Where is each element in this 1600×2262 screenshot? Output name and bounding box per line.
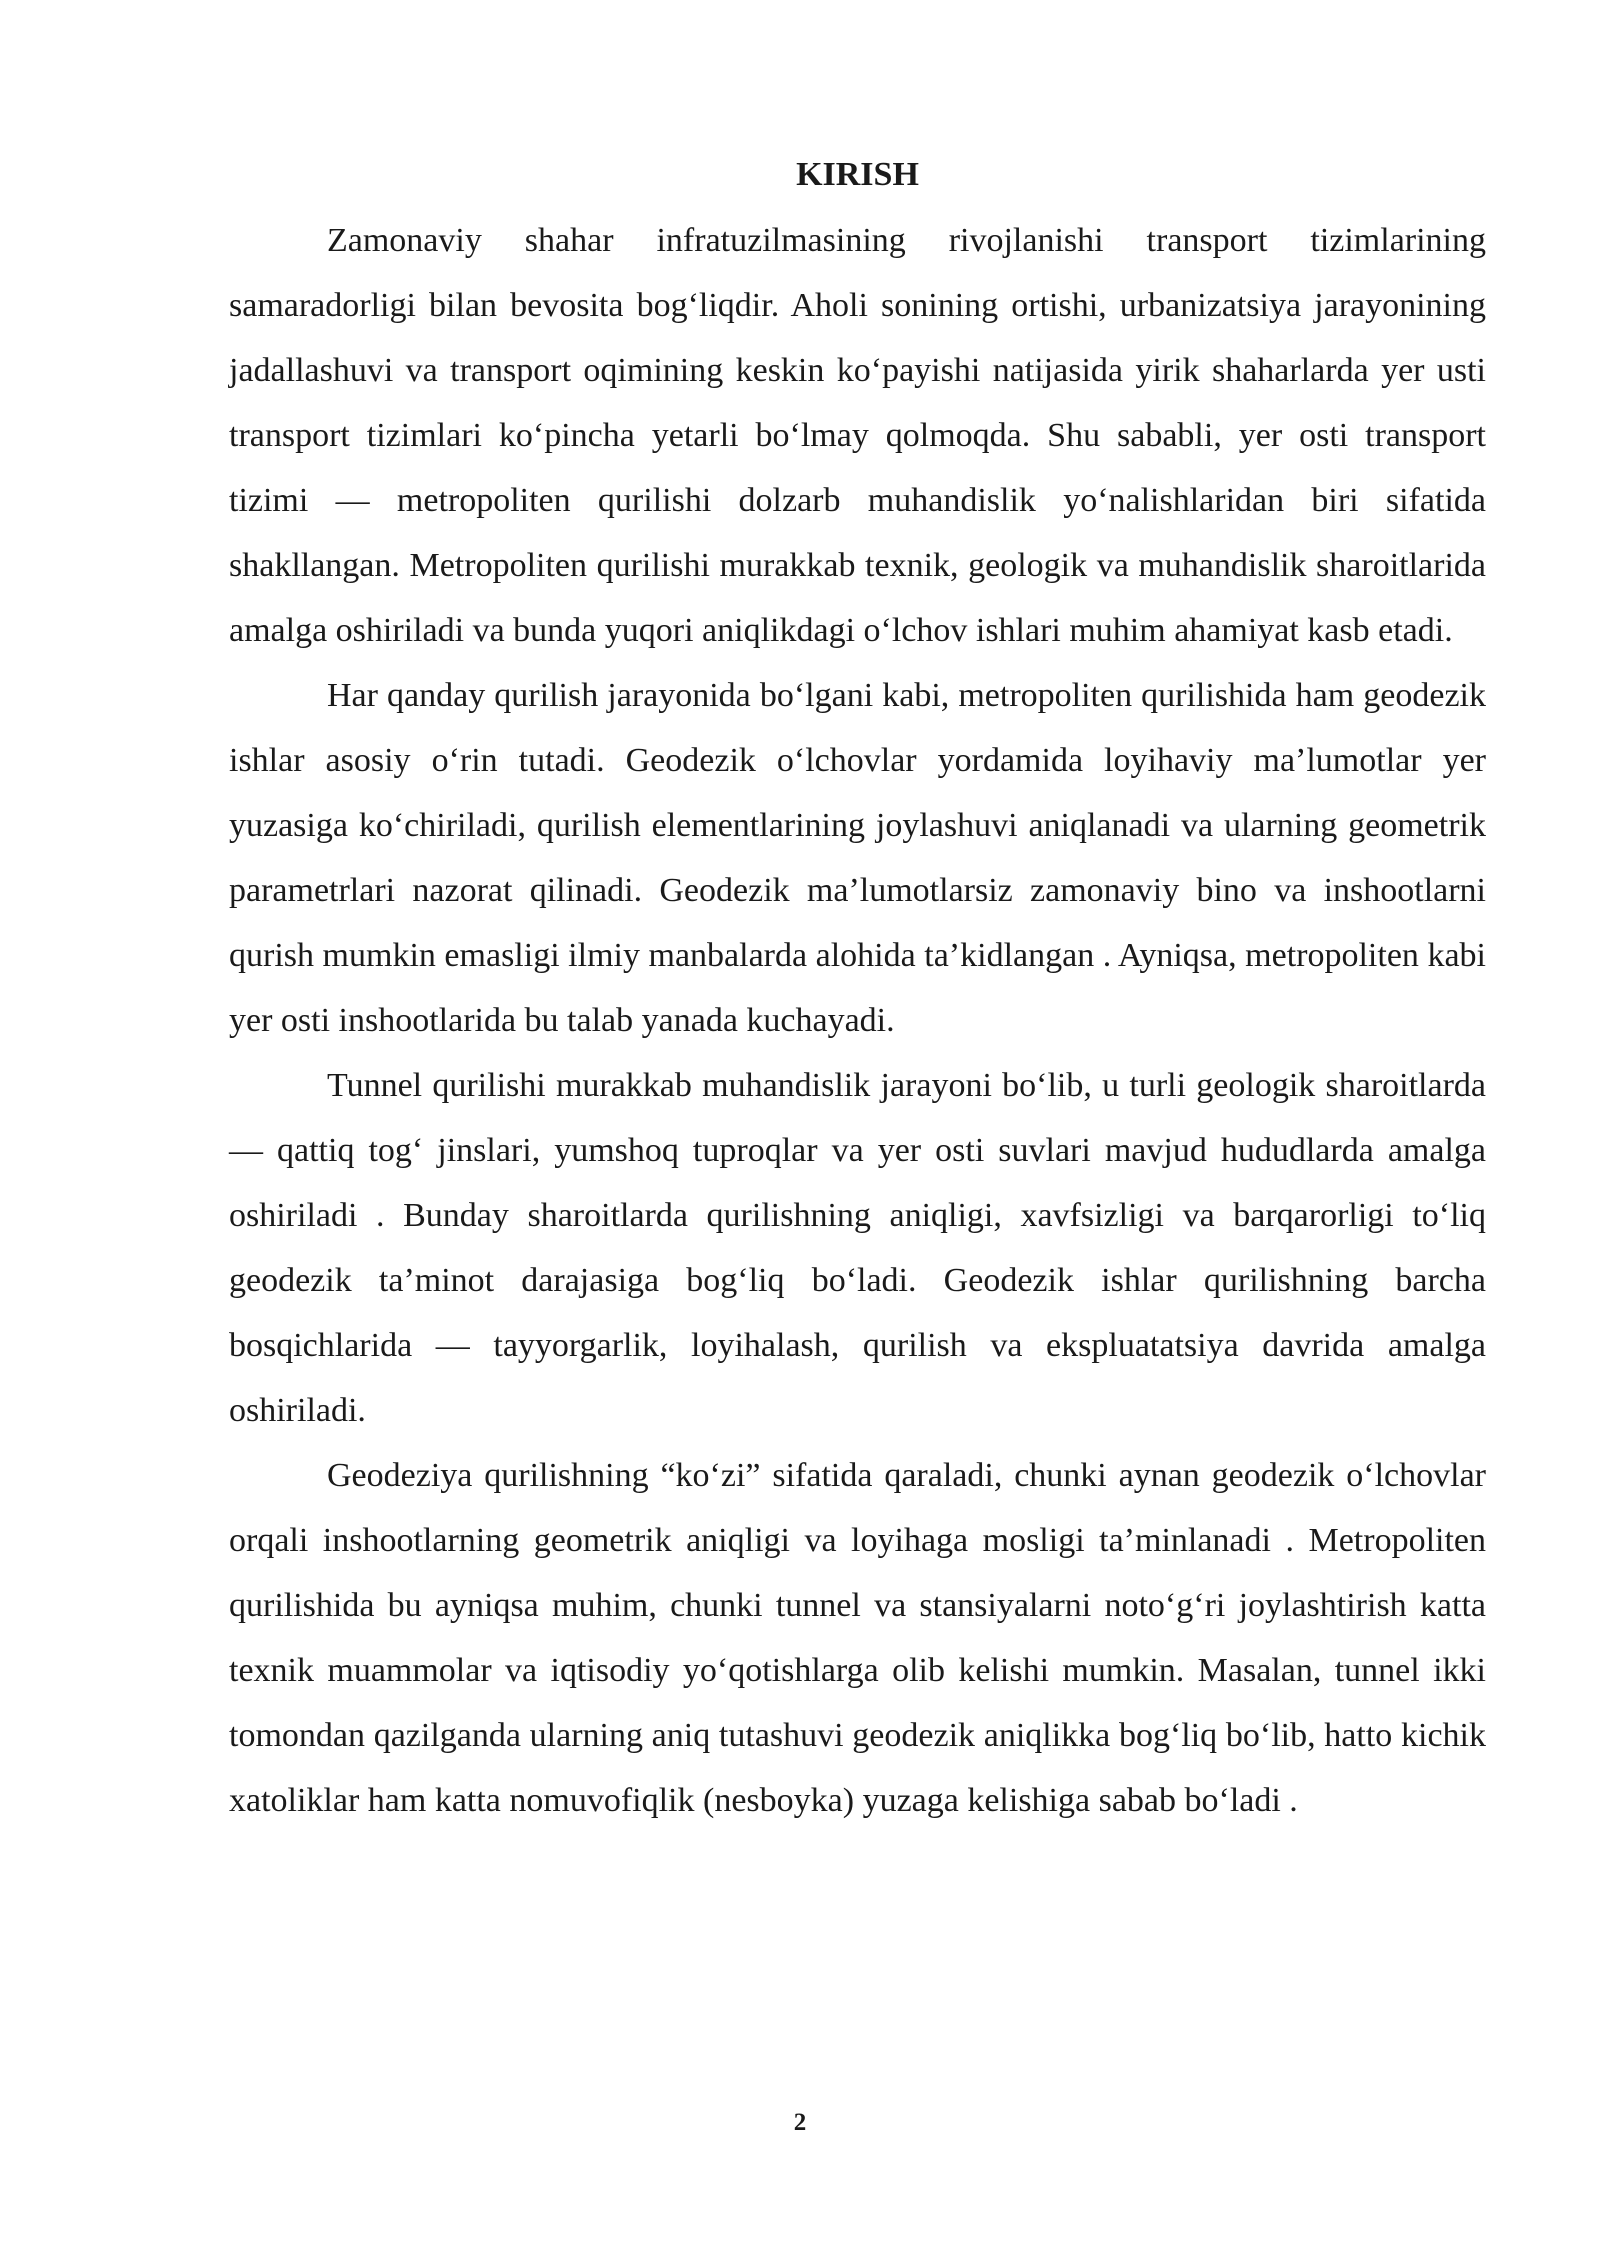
paragraph-3: Tunnel qurilishi murakkab muhandislik jarayoni bo‘lib, u turli geologik sharoitlarda — qattiq tog‘ jinslari, yumshoq tuproqlar va yer osti suvlari mavjud hududlarda amalga oshiriladi . Bunday sharoitlarda qurilishning aniqligi, xavfsizligi va barqarorligi to‘liq geodezik ta’minot darajasiga bog‘liq bo‘ladi. Geodezik ishlar qurilishning barcha bosqichlarida — tayyorgarlik, loyihalash, qurilish va ekspluatatsiya davrida amalga oshiriladi. — [229, 1067, 1486, 1429]
section-heading: KIRISH — [796, 156, 919, 193]
paragraph-2: Har qanday qurilish jarayonida bo‘lgani kabi, metropoliten qurilishida ham geodezik ishlar asosiy o‘rin tutadi. Geodezik o‘lchovlar yordamida loyihaviy ma’lumotlar yer yuzasiga ko‘chiriladi, qurilish elementlarining joylashuvi aniqlanadi va ularning geometrik parametrlari nazorat qilinadi. Geodezik ma’lumotlarsiz zamonaviy bino va inshootlarni qurish mumkin emasligi ilmiy manbalarda alohida ta’kidlangan . Ayniqsa, metropoliten kabi yer osti inshootlarida bu talab yanada kuchayadi. — [229, 677, 1486, 1039]
page-content — [229, 150, 1486, 1833]
page-number: 2 — [793, 2109, 807, 2136]
paragraph-1: Zamonaviy shahar infratuzilmasining rivojlanishi transport tizimlarining samaradorligi bilan bevosita bog‘liqdir. Aholi sonining ortishi, urbanizatsiya jarayonining jadallashuvi va transport oqimining keskin ko‘payishi natijasida yirik shaharlarda yer usti transport tizimlari ko‘pincha yetarli bo‘lmay qolmoqda. Shu sababli, yer osti transport tizimi — metropoliten qurilishi dolzarb muhandislik yo‘nalishlaridan biri sifatida shakllangan. Metropoliten qurilishi murakkab texnik, geologik va muhandislik sharoitlarida amalga oshiriladi va bunda yuqori aniqlikdagi o‘lchov ishlari muhim ahamiyat kasb etadi. — [229, 222, 1486, 649]
paragraph-4: Geodeziya qurilishning “ko‘zi” sifatida qaraladi, chunki aynan geodezik o‘lchovlar orqali inshootlarning geometrik aniqligi va loyihaga mosligi ta’minlanadi . Metropoliten qurilishida bu ayniqsa muhim, chunki tunnel va stansiyalarni noto‘g‘ri joylashtirish katta texnik muammolar va iqtisodiy yo‘qotishlarga olib kelishi mumkin. Masalan, tunnel ikki tomondan qazilganda ularning aniq tutashuvi geodezik aniqlikka bog‘liq bo‘lib, hatto kichik xatoliklar ham katta nomuvofiqlik (nesboyka) yuzaga kelishiga sabab bo‘ladi . — [229, 1457, 1486, 1819]
